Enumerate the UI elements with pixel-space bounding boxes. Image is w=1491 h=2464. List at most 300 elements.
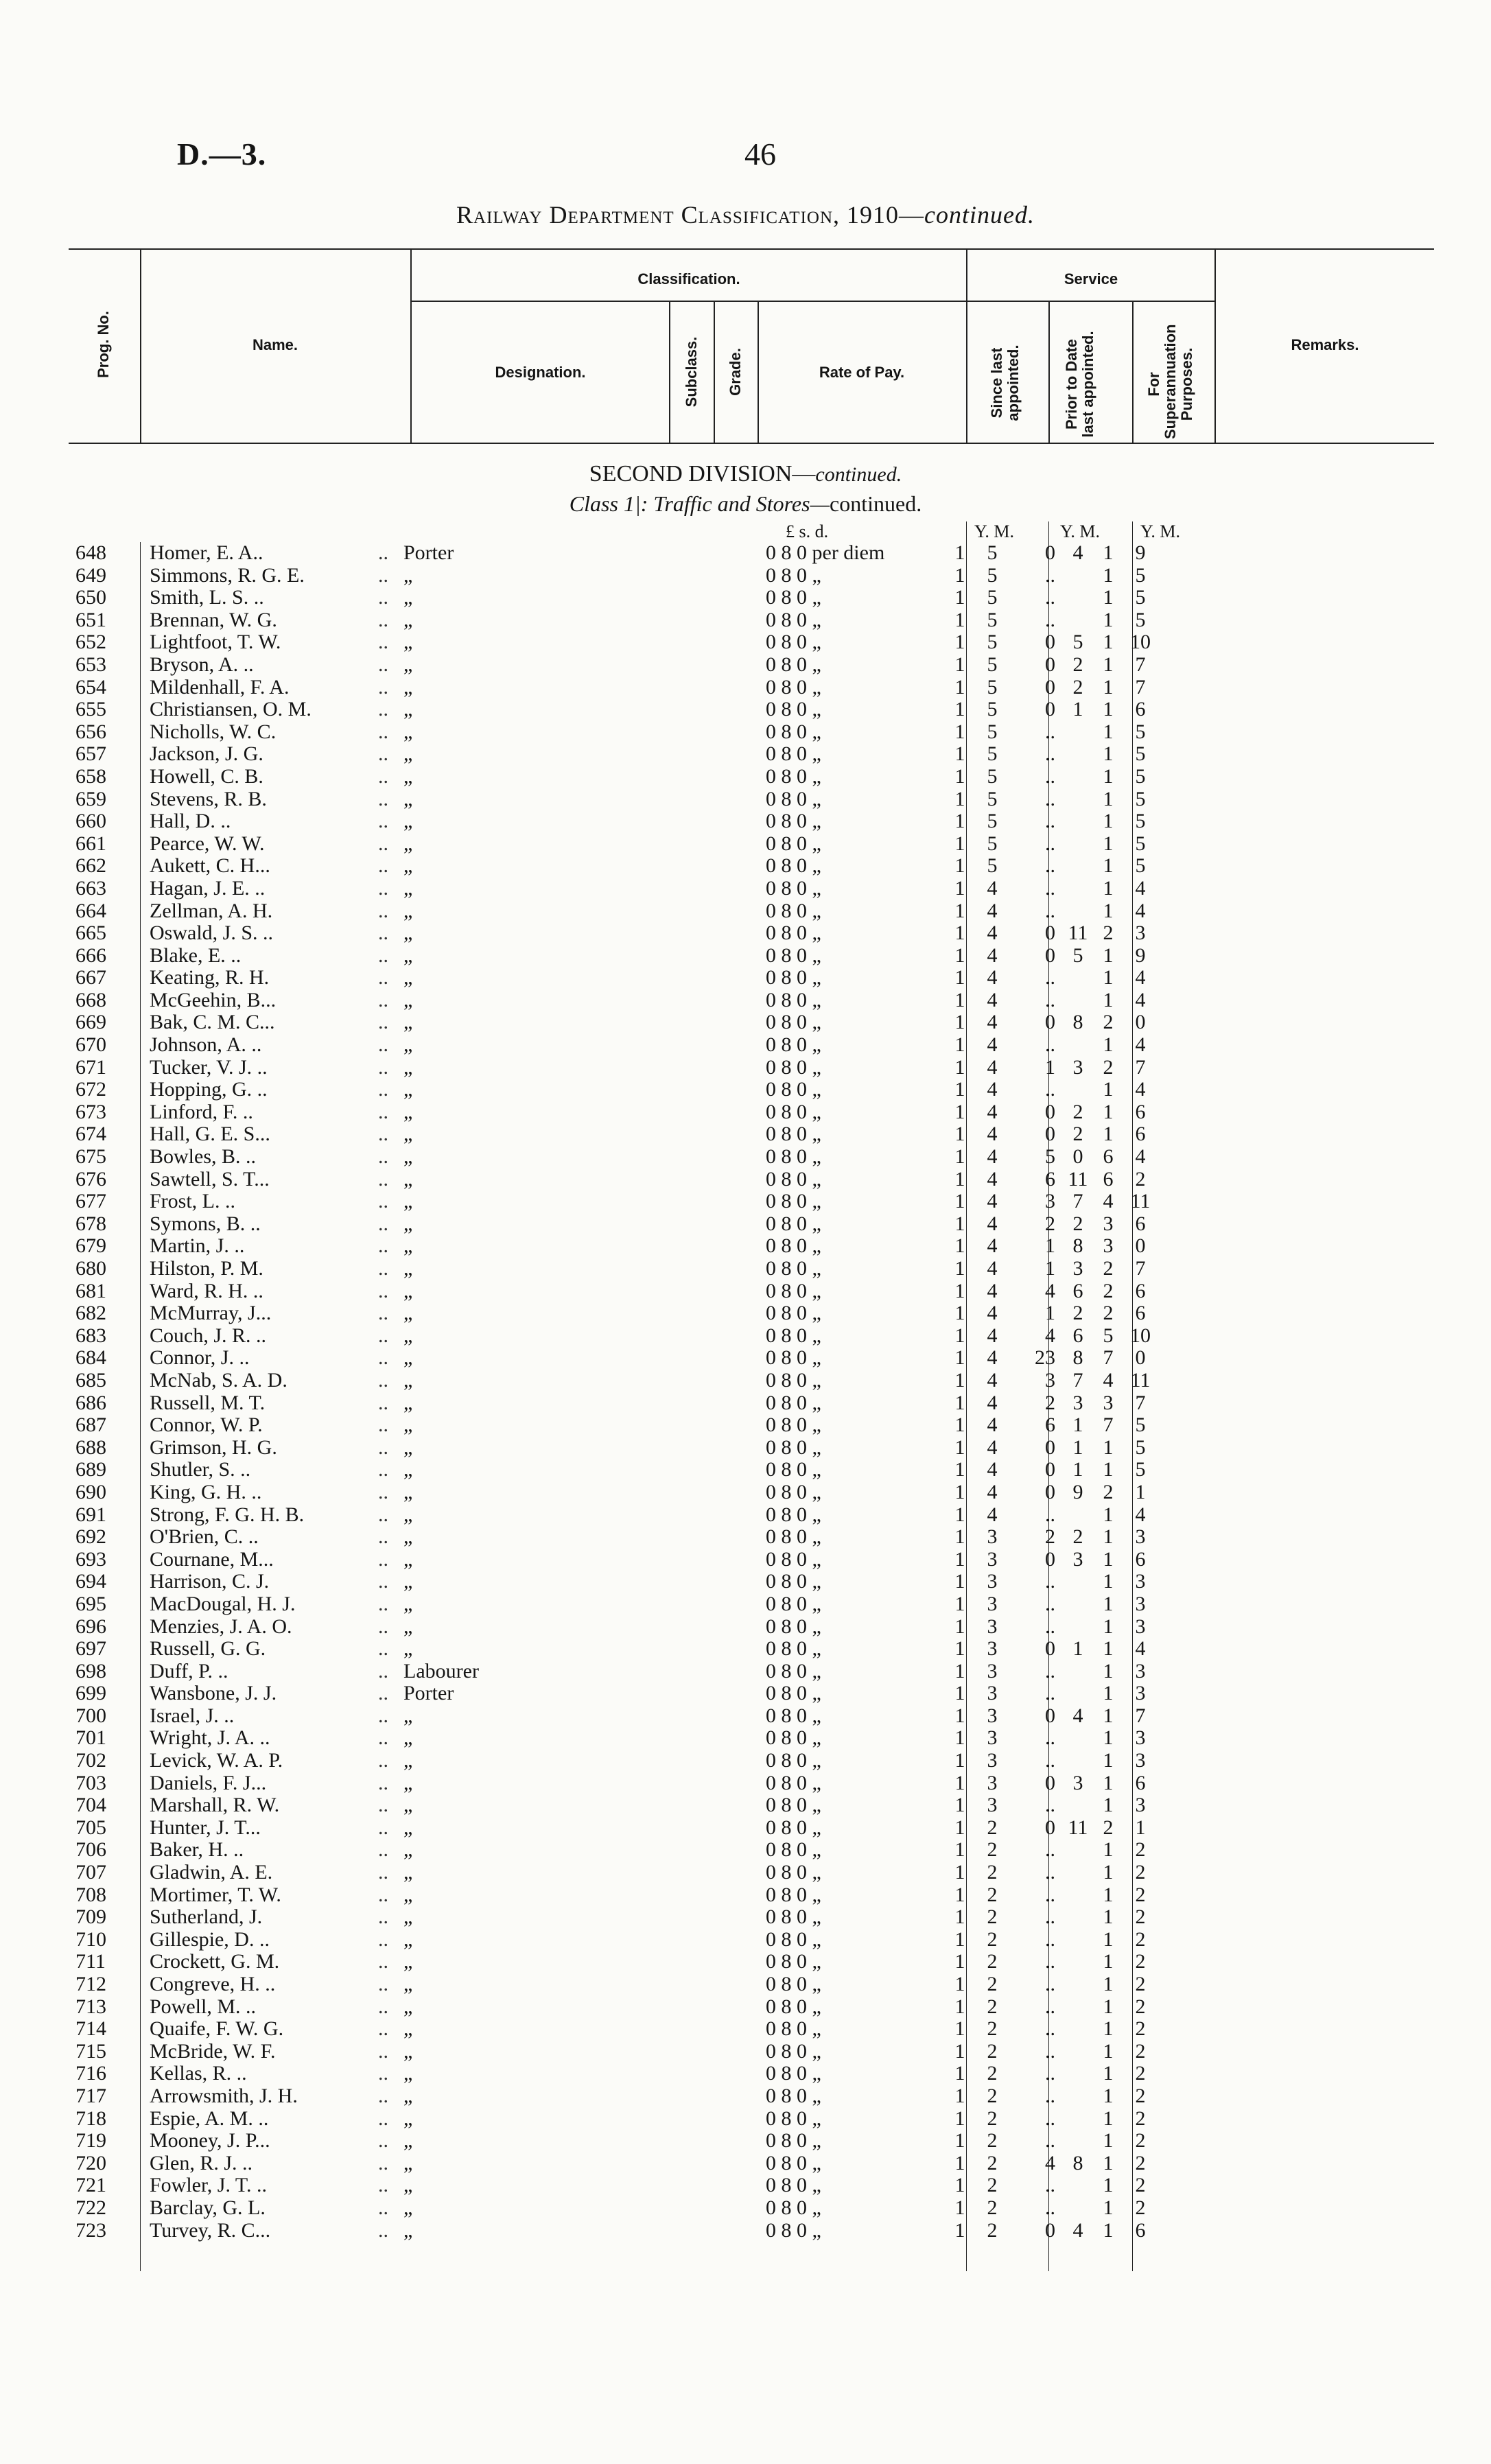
prior-years-text: 0 — [1045, 1547, 1055, 1571]
rate-of-pay-cell-text: 0 8 0 „ — [766, 1682, 821, 1705]
prior-months — [1059, 855, 1096, 878]
since-last-years-text: 1 — [954, 764, 965, 788]
table-row — [69, 1682, 1161, 1705]
table-row — [69, 1661, 1161, 1683]
since-last-years-text: 1 — [954, 2174, 965, 2197]
super-months — [1120, 2130, 1161, 2152]
since-last-months-text: 5 — [987, 764, 998, 788]
prog-no-cell-text: 680 — [75, 1257, 106, 1280]
since-last-months-text: 2 — [987, 1861, 998, 1884]
prior-months — [1059, 1794, 1096, 1817]
prior-years-text: .. — [1045, 742, 1055, 766]
super-months-text: 3 — [1135, 1659, 1146, 1682]
name-cell — [143, 1750, 397, 1772]
rate-of-pay-cell — [752, 743, 947, 766]
super-years — [1096, 2152, 1120, 2175]
prior-years-text: .. — [1045, 1995, 1055, 2018]
super-years — [1096, 1302, 1120, 1325]
name-cell-text: Menzies, J. A. O. — [150, 1615, 292, 1638]
prior-years — [1011, 699, 1059, 721]
rate-of-pay-cell-text: 0 8 0 „ — [766, 1257, 821, 1280]
designation-cell — [397, 1057, 668, 1079]
designation-cell-text: „ — [403, 966, 413, 989]
super-years — [1096, 989, 1120, 1012]
since-last-months-text: 2 — [987, 2084, 998, 2107]
rate-of-pay-cell — [752, 1302, 947, 1325]
super-years — [1096, 1437, 1120, 1459]
leader-dots: .. — [378, 1682, 388, 1705]
prior-years — [1011, 743, 1059, 766]
prior-months-text: 11 — [1068, 922, 1088, 945]
since-last-months — [973, 1884, 1011, 1907]
since-last-months-text: 4 — [987, 1302, 998, 1325]
since-last-years — [947, 833, 973, 856]
super-years-text: 1 — [1103, 854, 1114, 878]
prog-no-cell-text: 705 — [75, 1816, 106, 1839]
subclass-cell — [668, 721, 709, 744]
prior-months-text: 5 — [1072, 943, 1083, 967]
rate-of-pay-cell — [752, 1011, 947, 1034]
super-years — [1096, 677, 1120, 699]
leader-dots: .. — [378, 1615, 388, 1638]
prior-years — [1011, 1459, 1059, 1481]
since-last-years — [947, 967, 973, 989]
subclass-cell — [668, 1437, 709, 1459]
document-reference: D.—3. — [177, 137, 267, 172]
designation-header: Designation. — [495, 364, 586, 381]
rate-of-pay-cell-text: 0 8 0 „ — [766, 854, 821, 878]
prior-months — [1059, 1146, 1096, 1169]
since-last-years-text: 1 — [954, 1190, 965, 1213]
super-years-text: 6 — [1103, 1167, 1114, 1190]
since-last-months-text: 4 — [987, 1123, 998, 1146]
since-last-years-text: 1 — [954, 2039, 965, 2063]
since-last-years-text: 1 — [954, 832, 965, 855]
prior-months — [1059, 2063, 1096, 2085]
prior-months — [1059, 2018, 1096, 2041]
since-last-months-text: 2 — [987, 2151, 998, 2174]
subclass-cell — [668, 1079, 709, 1101]
grade-cell — [709, 1437, 752, 1459]
name-cell-text: O'Brien, C. .. — [150, 1525, 259, 1549]
grade-cell — [709, 1772, 752, 1795]
prior-to-date-header: Prior to Date last appointed. — [1063, 331, 1096, 438]
prior-months — [1059, 2130, 1096, 2152]
designation-cell — [397, 1437, 668, 1459]
prior-months — [1059, 1504, 1096, 1527]
designation-cell-text: „ — [403, 2218, 413, 2242]
designation-cell — [397, 1593, 668, 1616]
leader-dots: .. — [378, 2129, 388, 2152]
super-years — [1096, 1123, 1120, 1146]
prior-months — [1059, 989, 1096, 1012]
designation-cell — [397, 1258, 668, 1280]
since-last-months — [973, 1437, 1011, 1459]
prog-no-cell-text: 679 — [75, 1234, 106, 1258]
designation-cell — [397, 542, 668, 565]
since-last-years-text: 1 — [954, 1682, 965, 1705]
prog-no-cell-text: 685 — [75, 1368, 106, 1392]
since-last-months-text: 4 — [987, 1011, 998, 1034]
since-last-years-text: 1 — [954, 1413, 965, 1437]
prior-months-text: 2 — [1072, 1123, 1083, 1146]
designation-cell — [397, 1504, 668, 1527]
subclass-cell — [668, 1973, 709, 1996]
grade-cell — [709, 1705, 752, 1728]
since-last-months — [973, 2220, 1011, 2242]
since-last-months — [973, 967, 1011, 989]
name-cell — [143, 1616, 397, 1639]
super-years-text: 2 — [1103, 1302, 1114, 1325]
subclass-cell — [668, 1750, 709, 1772]
table-row — [69, 922, 1161, 945]
prog-no-cell-text: 693 — [75, 1547, 106, 1571]
since-last-months-text: 5 — [987, 541, 998, 564]
prog-no-cell-text: 681 — [75, 1279, 106, 1302]
super-years — [1096, 788, 1120, 811]
since-last-years — [947, 1101, 973, 1124]
rate-of-pay-cell — [752, 2108, 947, 2131]
super-years — [1096, 565, 1120, 587]
prior-years — [1011, 1011, 1059, 1034]
super-years — [1096, 1616, 1120, 1639]
super-years — [1096, 1235, 1120, 1258]
leader-dots: .. — [378, 720, 388, 743]
name-cell — [143, 1011, 397, 1034]
since-last-months-text: 4 — [987, 1458, 998, 1481]
super-months — [1120, 609, 1161, 632]
header-divider — [1048, 302, 1050, 443]
leader-dots: .. — [378, 943, 388, 967]
super-months — [1120, 1481, 1161, 1504]
prog-no-cell-text: 661 — [75, 832, 106, 855]
grade-cell — [709, 2174, 752, 2197]
rate-of-pay-cell — [752, 810, 947, 833]
prior-months — [1059, 1549, 1096, 1571]
name-cell-text: Gillespie, D. .. — [150, 1927, 270, 1951]
leader-dots: .. — [378, 764, 388, 788]
table-row — [69, 1951, 1161, 1973]
leader-dots: .. — [378, 2218, 388, 2242]
since-last-months — [973, 833, 1011, 856]
grade-cell — [709, 1727, 752, 1750]
prog-no-cell-text: 700 — [75, 1704, 106, 1727]
subclass-cell — [668, 1011, 709, 1034]
super-months-text: 3 — [1135, 1682, 1146, 1705]
rate-of-pay-cell — [752, 1750, 947, 1772]
since-last-years-text: 1 — [954, 1480, 965, 1503]
super-months — [1120, 1750, 1161, 1772]
prior-years — [1011, 1437, 1059, 1459]
subclass-cell — [668, 1906, 709, 1929]
designation-cell-text: „ — [403, 1794, 413, 1817]
rate-of-pay-cell — [752, 1794, 947, 1817]
super-months-text: 1 — [1135, 1816, 1146, 1839]
super-years — [1096, 1772, 1120, 1795]
classification-underline — [410, 301, 966, 302]
since-last-years-text: 1 — [954, 810, 965, 833]
super-months-text: 10 — [1130, 631, 1151, 654]
super-months — [1120, 1862, 1161, 1884]
super-months-text: 0 — [1135, 1011, 1146, 1034]
rate-of-pay-cell — [752, 1593, 947, 1616]
subclass-cell — [668, 2220, 709, 2242]
prior-months — [1059, 2152, 1096, 2175]
name-cell — [143, 1906, 397, 1929]
title-main: Railway Department Classification, 1910— — [456, 201, 925, 228]
prior-months-text: 6 — [1072, 1324, 1083, 1347]
prior-years-text: 0 — [1045, 698, 1055, 721]
prog-no-cell-text: 655 — [75, 698, 106, 721]
designation-cell-text: „ — [403, 1950, 413, 1973]
prior-months-text: 3 — [1072, 1257, 1083, 1280]
prog-no-cell — [69, 721, 143, 744]
since-last-months-text: 5 — [987, 787, 998, 810]
prior-months — [1059, 2108, 1096, 2131]
table-row — [69, 2220, 1161, 2242]
super-months-text: 6 — [1135, 698, 1146, 721]
designation-cell-text: „ — [403, 1838, 413, 1862]
grade-cell — [709, 1549, 752, 1571]
leader-dots: .. — [378, 1637, 388, 1661]
table-row — [69, 788, 1161, 811]
prog-no-cell — [69, 1258, 143, 1280]
prior-years — [1011, 1638, 1059, 1661]
leader-dots: .. — [378, 541, 388, 564]
designation-cell-text: „ — [403, 1973, 413, 1995]
super-years-text: 1 — [1103, 2107, 1114, 2130]
name-cell-text: Ward, R. H. .. — [150, 1279, 263, 1302]
since-last-years — [947, 631, 973, 654]
name-cell — [143, 945, 397, 967]
prior-years-text: .. — [1045, 1503, 1055, 1526]
rate-of-pay-cell — [752, 1057, 947, 1079]
since-last-years — [947, 2130, 973, 2152]
prog-no-cell — [69, 609, 143, 632]
super-years-text: 2 — [1103, 1279, 1114, 1302]
since-last-months — [973, 810, 1011, 833]
leader-dots: .. — [378, 1368, 388, 1392]
since-last-months-text: 4 — [987, 1190, 998, 1213]
designation-cell — [397, 2152, 668, 2175]
name-cell-text: Strong, F. G. H. B. — [150, 1503, 305, 1526]
since-last-months-text: 5 — [987, 608, 998, 631]
super-years — [1096, 1794, 1120, 1817]
header-bottom-rule — [69, 443, 1434, 444]
name-cell — [143, 542, 397, 565]
super-years-text: 1 — [1103, 653, 1114, 676]
rate-of-pay-cell-text: 0 8 0 „ — [766, 1771, 821, 1794]
super-months — [1120, 1057, 1161, 1079]
classification-header: Classification. — [637, 270, 740, 288]
title-suffix: continued. — [924, 201, 1035, 228]
since-last-months — [973, 1034, 1011, 1057]
super-months-text: 6 — [1135, 1547, 1146, 1571]
table-row — [69, 855, 1161, 878]
grade-cell — [709, 1862, 752, 1884]
prior-years-text: 2 — [1045, 1212, 1055, 1235]
designation-cell-text: „ — [403, 1055, 413, 1079]
subclass-cell — [668, 654, 709, 677]
since-last-years-text: 1 — [954, 1615, 965, 1638]
since-last-years — [947, 1437, 973, 1459]
super-months — [1120, 1347, 1161, 1370]
super-years — [1096, 587, 1120, 609]
subclass-cell — [668, 1169, 709, 1191]
subclass-cell — [668, 1325, 709, 1348]
super-years — [1096, 1727, 1120, 1750]
designation-cell — [397, 1325, 668, 1348]
prior-months — [1059, 833, 1096, 856]
table-row — [69, 2174, 1161, 2197]
subclass-cell — [668, 1571, 709, 1593]
prior-months — [1059, 1481, 1096, 1504]
super-months — [1120, 1169, 1161, 1191]
super-months — [1120, 1392, 1161, 1415]
since-last-years-text: 1 — [954, 1861, 965, 1884]
rate-of-pay-cell-text: 0 8 0 „ — [766, 1078, 821, 1101]
prog-no-cell — [69, 878, 143, 900]
since-last-months — [973, 1794, 1011, 1817]
prior-years-text: .. — [1045, 1682, 1055, 1705]
rate-of-pay-cell — [752, 2018, 947, 2041]
super-years-text: 1 — [1103, 1682, 1114, 1705]
since-last-years — [947, 2152, 973, 2175]
super-years-text: 1 — [1103, 2218, 1114, 2242]
super-years — [1096, 1459, 1120, 1481]
table-row — [69, 1616, 1161, 1639]
since-last-years — [947, 1079, 973, 1101]
super-months — [1120, 922, 1161, 945]
name-cell — [143, 1481, 397, 1504]
grade-cell — [709, 1101, 752, 1124]
since-last-years — [947, 989, 973, 1012]
prog-no-cell — [69, 1057, 143, 1079]
since-last-months-text: 5 — [987, 832, 998, 855]
prog-no-cell-text: 713 — [75, 1995, 106, 2018]
grade-cell — [709, 743, 752, 766]
prog-no-cell-text: 657 — [75, 742, 106, 766]
prior-years — [1011, 2085, 1059, 2108]
subclass-cell — [668, 1593, 709, 1616]
name-cell-text: Blake, E. .. — [150, 943, 242, 967]
table-row — [69, 810, 1161, 833]
since-last-years-text: 1 — [954, 2084, 965, 2107]
prog-no-cell — [69, 1593, 143, 1616]
rate-of-pay-cell-text: 0 8 0 „ — [766, 1435, 821, 1459]
rate-of-pay-cell — [752, 2085, 947, 2108]
name-cell — [143, 1682, 397, 1705]
designation-cell — [397, 2130, 668, 2152]
designation-cell — [397, 1772, 668, 1795]
subclass-cell — [668, 1504, 709, 1527]
subclass-cell — [668, 1929, 709, 1951]
prog-no-cell-text: 698 — [75, 1659, 106, 1682]
rate-of-pay-cell-text: 0 8 0 „ — [766, 1883, 821, 1906]
since-last-years-text: 1 — [954, 563, 965, 587]
prog-no-cell — [69, 1414, 143, 1437]
rate-of-pay-cell — [752, 1481, 947, 1504]
rate-of-pay-cell — [752, 565, 947, 587]
super-months — [1120, 1973, 1161, 1996]
designation-cell-text: „ — [403, 876, 413, 900]
since-last-months — [973, 900, 1011, 923]
super-years-text: 1 — [1103, 1927, 1114, 1951]
super-years-text: 1 — [1103, 1883, 1114, 1906]
table-row — [69, 1727, 1161, 1750]
since-last-months-text: 4 — [987, 1480, 998, 1503]
prior-years — [1011, 1213, 1059, 1236]
prior-months — [1059, 1325, 1096, 1348]
super-months-text: 7 — [1135, 675, 1146, 699]
grade-cell — [709, 1235, 752, 1258]
leader-dots: .. — [378, 832, 388, 855]
since-last-years — [947, 1817, 973, 1840]
prior-years-text: .. — [1045, 764, 1055, 788]
super-months-text: 2 — [1135, 1927, 1146, 1951]
super-years — [1096, 1929, 1120, 1951]
since-last-months — [973, 878, 1011, 900]
super-years-text: 1 — [1103, 1749, 1114, 1772]
prog-no-cell — [69, 2085, 143, 2108]
super-years-text: 1 — [1103, 2174, 1114, 2197]
since-last-months-text: 3 — [987, 1547, 998, 1571]
prior-months — [1059, 1392, 1096, 1415]
leader-dots: .. — [378, 608, 388, 631]
super-years — [1096, 1996, 1120, 2019]
prior-years-text: 0 — [1045, 943, 1055, 967]
super-years-text: 1 — [1103, 832, 1114, 855]
prior-years-text: 6 — [1045, 1167, 1055, 1190]
grade-cell — [709, 1347, 752, 1370]
name-cell-text: Smith, L. S. .. — [150, 586, 264, 609]
name-cell-text: Hall, D. .. — [150, 810, 231, 833]
since-last-years-text: 1 — [954, 1570, 965, 1593]
super-years — [1096, 2063, 1120, 2085]
rate-of-pay-cell-text: 0 8 0 „ — [766, 1749, 821, 1772]
prog-no-cell-text: 699 — [75, 1682, 106, 1705]
since-last-years — [947, 1638, 973, 1661]
since-last-years — [947, 1302, 973, 1325]
prior-months — [1059, 1347, 1096, 1370]
designation-cell — [397, 1392, 668, 1415]
prior-years-text: .. — [1045, 899, 1055, 922]
rate-of-pay-cell-text: 0 8 0 „ — [766, 922, 821, 945]
name-cell-text: Jackson, J. G. — [150, 742, 263, 766]
since-last-years-text: 1 — [954, 1659, 965, 1682]
designation-cell-text: „ — [403, 1100, 413, 1123]
prior-years — [1011, 609, 1059, 632]
name-cell-text: Howell, C. B. — [150, 764, 263, 788]
table-row — [69, 1750, 1161, 1772]
rate-of-pay-cell-text: 0 8 0 „ — [766, 1704, 821, 1727]
super-years — [1096, 945, 1120, 967]
name-cell — [143, 1973, 397, 1996]
super-months-text: 7 — [1135, 653, 1146, 676]
prior-years-text: 1 — [1045, 1257, 1055, 1280]
super-years — [1096, 1057, 1120, 1079]
prior-years — [1011, 1549, 1059, 1571]
since-last-years-text: 1 — [954, 1391, 965, 1414]
name-cell-text: Wright, J. A. .. — [150, 1726, 270, 1750]
rate-of-pay-cell-text: 0 8 0 „ — [766, 787, 821, 810]
name-cell-text: Aukett, C. H... — [150, 854, 270, 878]
name-cell-text: Nicholls, W. C. — [150, 720, 277, 743]
name-cell — [143, 1884, 397, 1907]
super-months — [1120, 1705, 1161, 1728]
prog-no-cell — [69, 1481, 143, 1504]
name-cell — [143, 743, 397, 766]
